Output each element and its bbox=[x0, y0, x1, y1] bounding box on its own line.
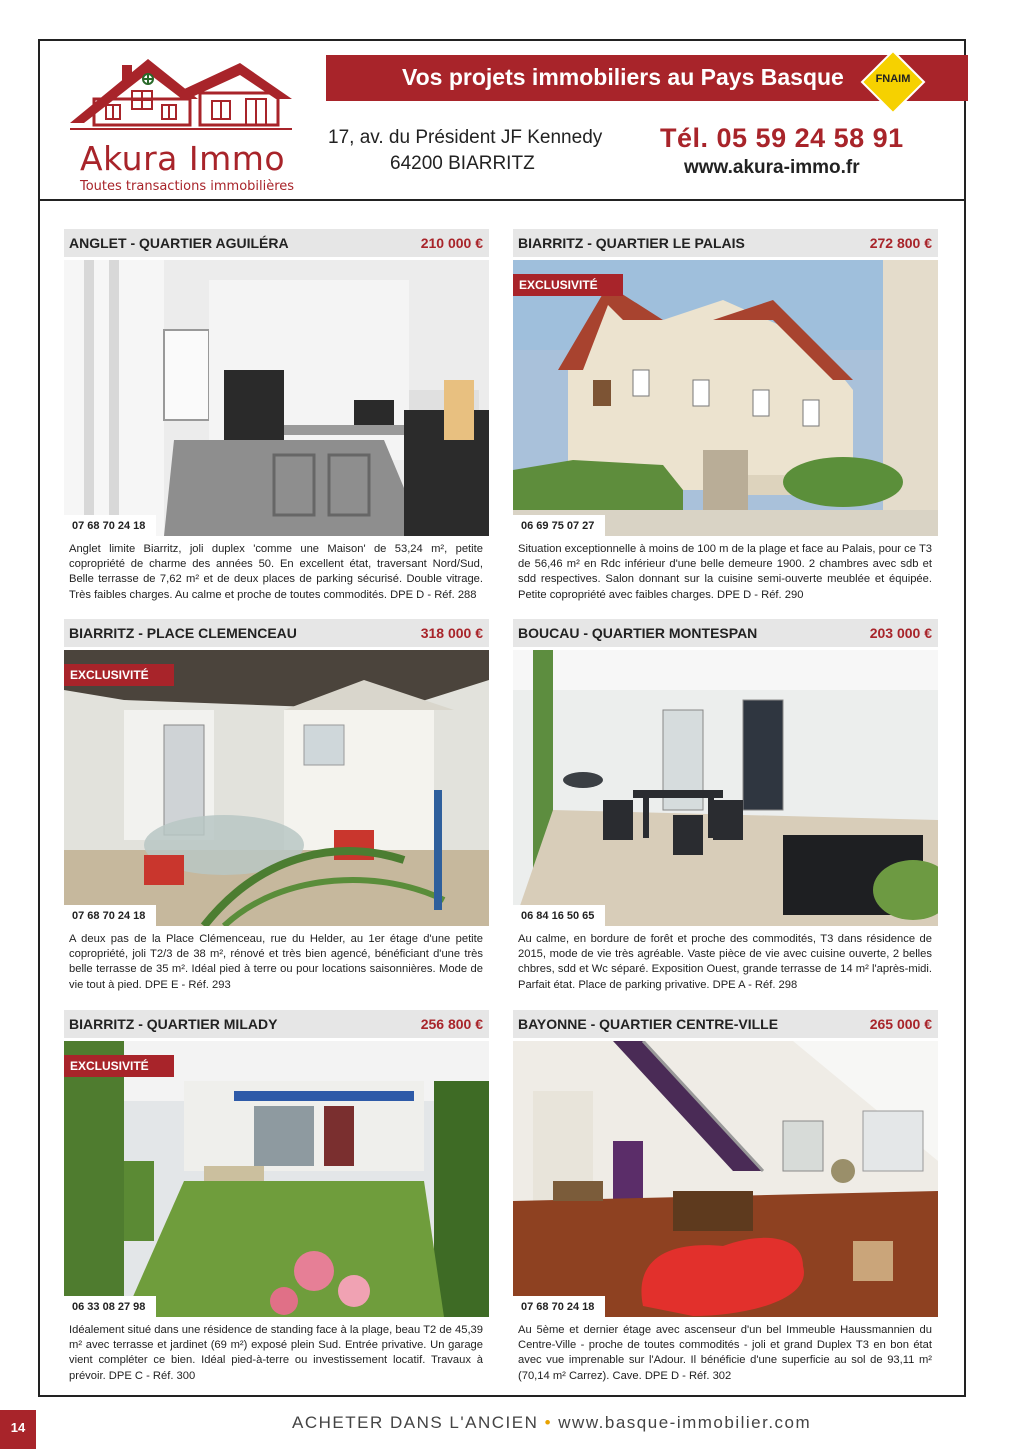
exclusive-badge: EXCLUSIVITÉ bbox=[513, 274, 623, 296]
duplex-living-room-photo bbox=[513, 1041, 938, 1317]
listing-price: 272 800 € bbox=[869, 235, 932, 251]
listing-phone: 06 33 08 27 98 bbox=[72, 1301, 146, 1313]
listing-photo[interactable] bbox=[513, 650, 938, 926]
page-number-tab bbox=[0, 1410, 36, 1449]
fnaim-label: FNAIM bbox=[875, 73, 911, 85]
address-city: 64200 BIARRITZ bbox=[390, 153, 535, 174]
listing-title-bar bbox=[64, 229, 489, 257]
listing-title: ANGLET - QUARTIER AGUILÉRA bbox=[69, 235, 289, 251]
garden-photo bbox=[64, 1041, 489, 1317]
listing-title: BIARRITZ - QUARTIER MILADY bbox=[69, 1016, 278, 1032]
phone-tag bbox=[513, 1296, 605, 1317]
listing-description: Idéalement situé dans une résidence de standing face à la plage, beau T2 de 45,39 m² avec terrasse et jardinet (69 m²) exposé plein Sud. Entrée privative. Un garage vient compléter ce bien. Idéal pied-à-terre ou investissement locatif. Travaux à prévoir. DPE C - Réf. 300 bbox=[69, 1324, 483, 1382]
phone-tag bbox=[64, 1296, 156, 1317]
page-number: 14 bbox=[10, 1420, 26, 1435]
footer-section-title: ACHETER DANS L'ANCIEN bbox=[292, 1413, 539, 1432]
listing-photo[interactable] bbox=[64, 650, 489, 926]
terrace-photo bbox=[64, 650, 489, 926]
exclusive-badge: EXCLUSIVITÉ bbox=[64, 1055, 174, 1077]
listing-description: Situation exceptionnelle à moins de 100 m de la plage et face au Palais, pour ce T3 de 56,46 m² en Rdc inférieur d'une belle demeure 1900. 2 chambres avec sdb et sdd respectives. Salon donnant sur la cuisine semi-ouverte meublée et équipée. Petite copropriété avec faibles charges. DPE D - Réf. 290 bbox=[518, 543, 932, 601]
listing-title-bar bbox=[513, 1010, 938, 1038]
logo-name: Akura Immo bbox=[80, 139, 286, 178]
listing-phone: 07 68 70 24 18 bbox=[72, 910, 146, 922]
listing-photo[interactable] bbox=[513, 1041, 938, 1317]
footer-bullet: • bbox=[544, 1413, 553, 1432]
patio-photo bbox=[513, 650, 938, 926]
footer-url[interactable]: www.basque-immobilier.com bbox=[558, 1413, 812, 1432]
listing-price: 265 000 € bbox=[869, 1016, 932, 1032]
listing-title-bar bbox=[513, 229, 938, 257]
villa-exterior-photo bbox=[513, 260, 938, 536]
page-frame bbox=[38, 39, 966, 1397]
agency-logo bbox=[70, 51, 300, 194]
address-street: 17, av. du Président JF Kennedy bbox=[328, 127, 603, 148]
agency-website[interactable]: www.akura-immo.fr bbox=[684, 157, 860, 178]
listing-phone: 06 84 16 50 65 bbox=[521, 910, 595, 922]
listing-description: Au calme, en bordure de forêt et proche des commodités, T3 dans résidence de 2015, mode de vie très agréable. Vaste pièce de vie avec cuisine ouverte, 2 belles chbres, sdd et Wc séparé. Exposition Ouest, grande terrasse de 14 m² l'après-midi. Parfait état. Place de parking privative. DPE A - Réf. 298 bbox=[518, 933, 932, 991]
listing-phone: 06 69 75 07 27 bbox=[521, 520, 595, 532]
phone-tag bbox=[64, 905, 156, 926]
slogan-text: Vos projets immobiliers au Pays Basque bbox=[402, 64, 844, 90]
phone-tag bbox=[64, 515, 156, 536]
listing-phone: 07 68 70 24 18 bbox=[521, 1301, 595, 1313]
listing-photo[interactable] bbox=[513, 260, 938, 536]
listing-photo[interactable] bbox=[64, 260, 489, 536]
agency-phone: Tél. 05 59 24 58 91 bbox=[660, 123, 904, 153]
listing-description: Au 5ème et dernier étage avec ascenseur d'un bel Immeuble Haussmannien du Centre-Ville - proche de toutes commodités - joli et grand Duplex T3 en bon état avec vue imprenable sur l'Adour. Il bénéficie d'une superficie au sol de 93,11 m² (70,14 m² Carrez). Cave. DPE D - Réf. 302 bbox=[518, 1324, 932, 1382]
apartment-interior-photo bbox=[64, 260, 489, 536]
listing-title-bar bbox=[64, 619, 489, 647]
listing-photo[interactable] bbox=[64, 1041, 489, 1317]
listing-title: BAYONNE - QUARTIER CENTRE-VILLE bbox=[518, 1016, 779, 1032]
phone-tag bbox=[513, 515, 605, 536]
listing-title-bar bbox=[64, 1010, 489, 1038]
logo-tagline: Toutes transactions immobilières bbox=[80, 179, 295, 194]
agency-header bbox=[40, 41, 964, 201]
listing-phone: 07 68 70 24 18 bbox=[72, 520, 146, 532]
listing-description: A deux pas de la Place Clémenceau, rue du Helder, au 1er étage d'une petite copropriété, joli T2/3 de 38 m², rénové et très bien agencé, bénéficiant d'une très belle terrasse de 35 m². Idéal pied à terre ou pour locations saisonnières. Mode de vie tout à pied. DPE E - Réf. 293 bbox=[69, 933, 483, 991]
listing-price: 203 000 € bbox=[869, 625, 932, 641]
listing-title: BIARRITZ - QUARTIER LE PALAIS bbox=[518, 235, 745, 251]
listing-price: 210 000 € bbox=[420, 235, 483, 251]
slogan-banner bbox=[326, 55, 968, 101]
listing-title-bar bbox=[513, 619, 938, 647]
fnaim-badge bbox=[860, 49, 926, 115]
listing-description: Anglet limite Biarritz, joli duplex 'comme une Maison' de 53,24 m², petite copropriété de charme des années 50. En excellent état, traversant Nord/Sud, Belle terrasse de 7,62 m² et de deux places de parking sécurisé. Double vitrage. Très faibles charges. Au calme et proche de toutes commodités. DPE D - Réf. 288 bbox=[69, 543, 483, 601]
listing-title: BOUCAU - QUARTIER MONTESPAN bbox=[518, 625, 758, 641]
house-logo-icon bbox=[70, 51, 300, 141]
footer-line bbox=[292, 1413, 811, 1433]
listing-price: 256 800 € bbox=[420, 1016, 483, 1032]
listing-title: BIARRITZ - PLACE CLEMENCEAU bbox=[69, 625, 297, 641]
listing-price: 318 000 € bbox=[420, 625, 483, 641]
exclusive-badge: EXCLUSIVITÉ bbox=[64, 664, 174, 686]
phone-tag bbox=[513, 905, 605, 926]
